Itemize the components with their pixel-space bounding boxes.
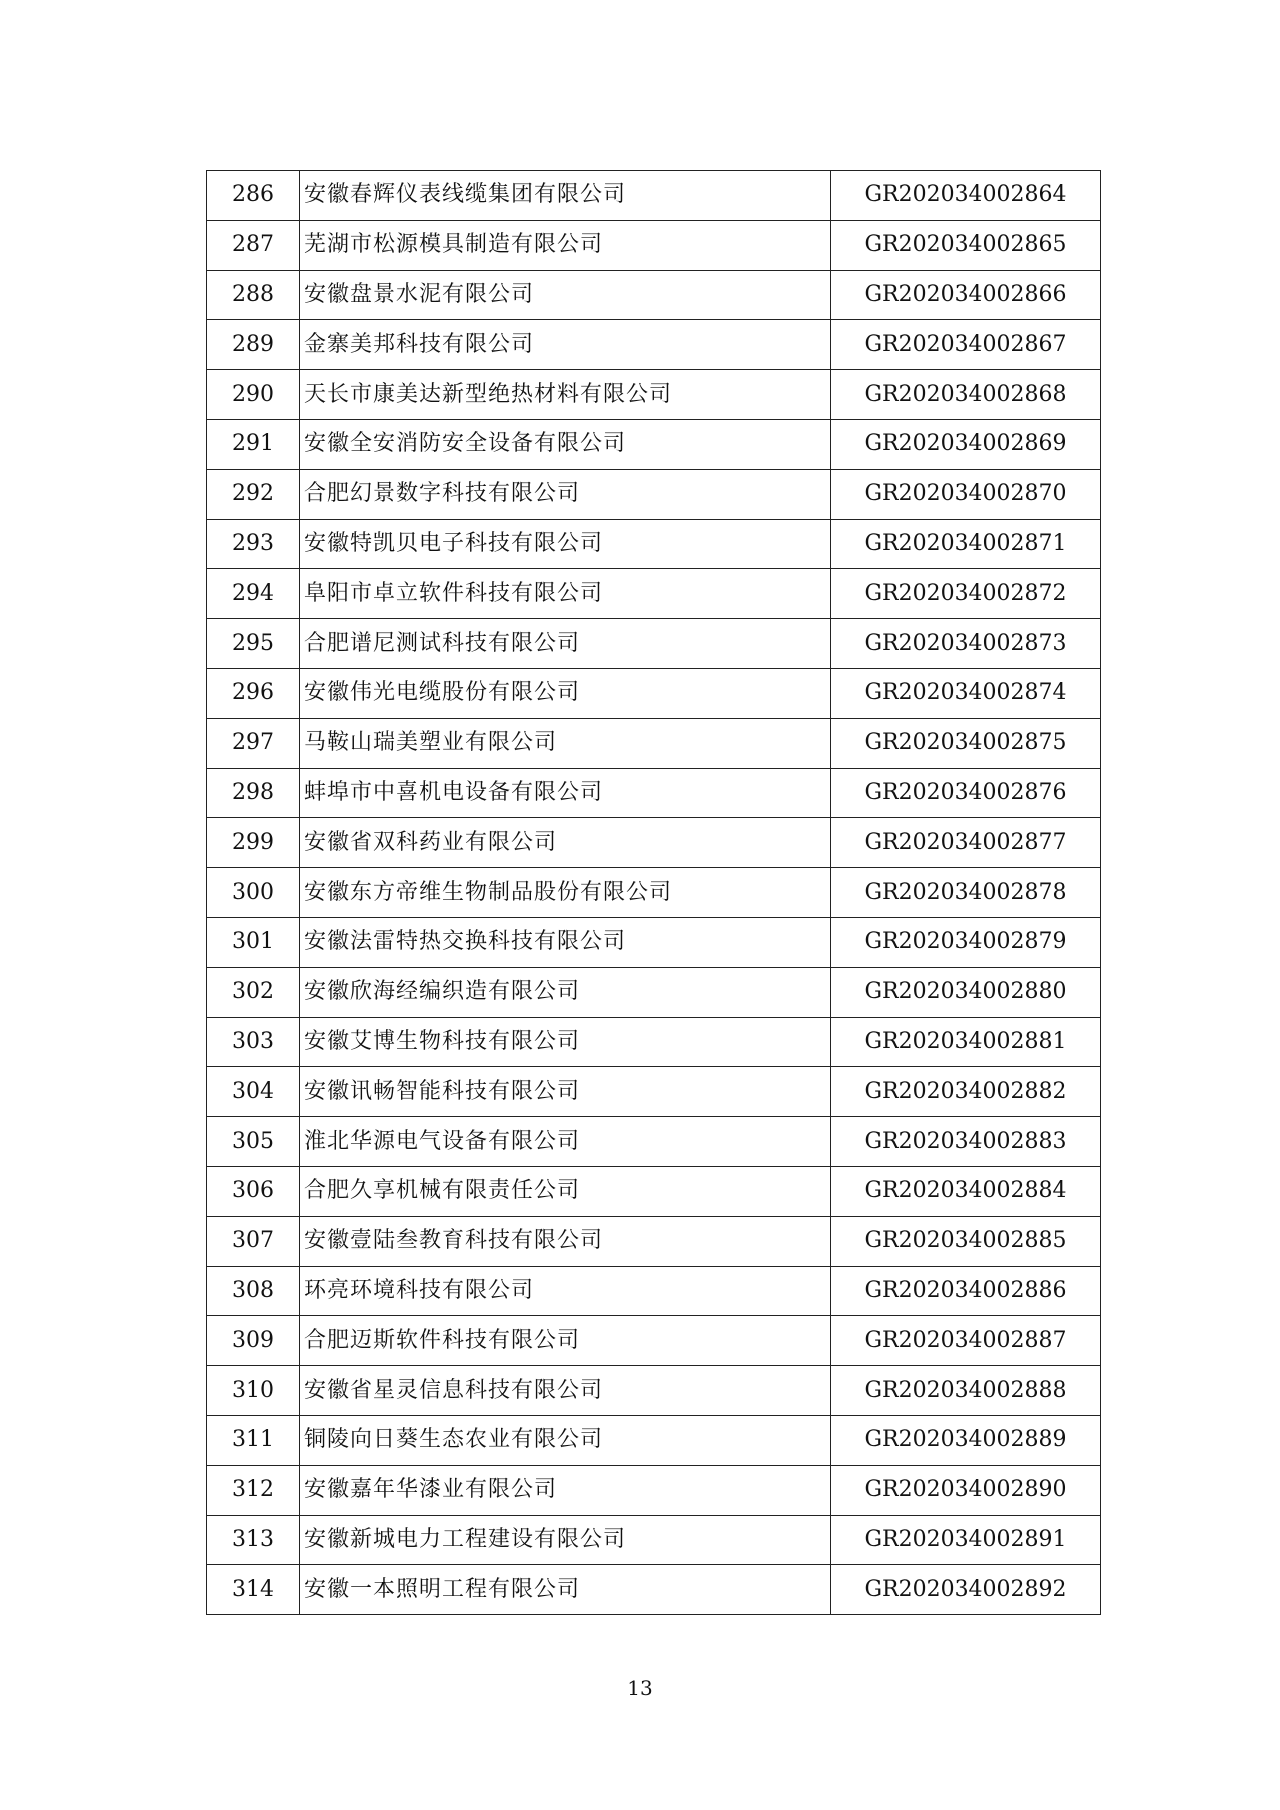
company-name: 芜湖市松源模具制造有限公司 (300, 220, 831, 270)
row-number: 299 (207, 818, 300, 868)
company-name: 环亮环境科技有限公司 (300, 1266, 831, 1316)
certificate-code: GR202034002872 (831, 569, 1101, 619)
certificate-code: GR202034002873 (831, 619, 1101, 669)
table-row (207, 1266, 1101, 1316)
row-number: 290 (207, 370, 300, 420)
certificate-code: GR202034002882 (831, 1067, 1101, 1117)
row-number: 303 (207, 1017, 300, 1067)
row-number: 301 (207, 917, 300, 967)
certificate-code: GR202034002884 (831, 1166, 1101, 1216)
row-number: 300 (207, 868, 300, 918)
certificate-code: GR202034002886 (831, 1266, 1101, 1316)
company-name: 合肥迈斯软件科技有限公司 (300, 1316, 831, 1366)
certificate-code: GR202034002891 (831, 1515, 1101, 1565)
table-row (207, 967, 1101, 1017)
row-number: 308 (207, 1266, 300, 1316)
table-row (207, 469, 1101, 519)
table-row (207, 1415, 1101, 1465)
certificate-code: GR202034002874 (831, 668, 1101, 718)
table-body (207, 171, 1101, 1615)
company-name: 铜陵向日葵生态农业有限公司 (300, 1415, 831, 1465)
certificate-code: GR202034002865 (831, 220, 1101, 270)
row-number: 288 (207, 270, 300, 320)
certificate-code: GR202034002877 (831, 818, 1101, 868)
company-name: 安徽春辉仪表线缆集团有限公司 (300, 171, 831, 221)
table-row (207, 718, 1101, 768)
certificate-code: GR202034002881 (831, 1017, 1101, 1067)
certificate-code: GR202034002875 (831, 718, 1101, 768)
table-row (207, 619, 1101, 669)
table-row (207, 1067, 1101, 1117)
table-row (207, 1465, 1101, 1515)
certificate-code: GR202034002880 (831, 967, 1101, 1017)
row-number: 296 (207, 668, 300, 718)
company-name: 安徽新城电力工程建设有限公司 (300, 1515, 831, 1565)
table-row (207, 171, 1101, 221)
table-row (207, 270, 1101, 320)
row-number: 298 (207, 768, 300, 818)
row-number: 307 (207, 1216, 300, 1266)
certificate-code: GR202034002885 (831, 1216, 1101, 1266)
row-number: 291 (207, 419, 300, 469)
certificate-code: GR202034002864 (831, 171, 1101, 221)
company-name: 天长市康美达新型绝热材料有限公司 (300, 370, 831, 420)
company-name: 安徽一本照明工程有限公司 (300, 1565, 831, 1615)
table-row (207, 1117, 1101, 1167)
certificate-code: GR202034002871 (831, 519, 1101, 569)
company-name: 金寨美邦科技有限公司 (300, 320, 831, 370)
company-name: 阜阳市卓立软件科技有限公司 (300, 569, 831, 619)
certificate-code: GR202034002889 (831, 1415, 1101, 1465)
table-row (207, 917, 1101, 967)
company-name: 安徽法雷特热交换科技有限公司 (300, 917, 831, 967)
table-row (207, 519, 1101, 569)
company-name: 合肥久享机械有限责任公司 (300, 1166, 831, 1216)
company-name: 安徽省星灵信息科技有限公司 (300, 1366, 831, 1416)
certificate-code: GR202034002879 (831, 917, 1101, 967)
row-number: 313 (207, 1515, 300, 1565)
row-number: 294 (207, 569, 300, 619)
row-number: 292 (207, 469, 300, 519)
table-row (207, 868, 1101, 918)
table-row (207, 320, 1101, 370)
certificate-code: GR202034002867 (831, 320, 1101, 370)
certificate-code: GR202034002866 (831, 270, 1101, 320)
company-name: 安徽艾博生物科技有限公司 (300, 1017, 831, 1067)
table-row (207, 1515, 1101, 1565)
company-name: 安徽特凯贝电子科技有限公司 (300, 519, 831, 569)
table-row (207, 220, 1101, 270)
company-name: 安徽伟光电缆股份有限公司 (300, 668, 831, 718)
row-number: 297 (207, 718, 300, 768)
row-number: 312 (207, 1465, 300, 1515)
company-certificate-table (206, 170, 1101, 1615)
company-name: 安徽欣海经编织造有限公司 (300, 967, 831, 1017)
row-number: 302 (207, 967, 300, 1017)
company-name: 蚌埠市中喜机电设备有限公司 (300, 768, 831, 818)
certificate-code: GR202034002887 (831, 1316, 1101, 1366)
row-number: 286 (207, 171, 300, 221)
certificate-code: GR202034002890 (831, 1465, 1101, 1515)
row-number: 310 (207, 1366, 300, 1416)
company-name: 合肥幻景数字科技有限公司 (300, 469, 831, 519)
table-row (207, 1366, 1101, 1416)
row-number: 306 (207, 1166, 300, 1216)
row-number: 309 (207, 1316, 300, 1366)
row-number: 289 (207, 320, 300, 370)
table-row (207, 668, 1101, 718)
table-row (207, 1316, 1101, 1366)
page-number: 13 (627, 1676, 653, 1700)
certificate-code: GR202034002892 (831, 1565, 1101, 1615)
table-row (207, 419, 1101, 469)
certificate-code: GR202034002869 (831, 419, 1101, 469)
table-row (207, 768, 1101, 818)
table-row (207, 370, 1101, 420)
certificate-code: GR202034002868 (831, 370, 1101, 420)
company-name: 安徽讯畅智能科技有限公司 (300, 1067, 831, 1117)
table-row (207, 818, 1101, 868)
company-name: 安徽嘉年华漆业有限公司 (300, 1465, 831, 1515)
table-row (207, 1017, 1101, 1067)
row-number: 305 (207, 1117, 300, 1167)
row-number: 287 (207, 220, 300, 270)
certificate-code: GR202034002876 (831, 768, 1101, 818)
company-name: 合肥谱尼测试科技有限公司 (300, 619, 831, 669)
company-name: 安徽盘景水泥有限公司 (300, 270, 831, 320)
row-number: 293 (207, 519, 300, 569)
company-name: 安徽壹陆叁教育科技有限公司 (300, 1216, 831, 1266)
row-number: 314 (207, 1565, 300, 1615)
row-number: 311 (207, 1415, 300, 1465)
table-row (207, 1166, 1101, 1216)
company-name: 安徽省双科药业有限公司 (300, 818, 831, 868)
row-number: 304 (207, 1067, 300, 1117)
certificate-code: GR202034002878 (831, 868, 1101, 918)
company-name: 安徽全安消防安全设备有限公司 (300, 419, 831, 469)
company-name: 马鞍山瑞美塑业有限公司 (300, 718, 831, 768)
certificate-code: GR202034002888 (831, 1366, 1101, 1416)
certificate-code: GR202034002870 (831, 469, 1101, 519)
table-row (207, 569, 1101, 619)
row-number: 295 (207, 619, 300, 669)
company-name: 安徽东方帝维生物制品股份有限公司 (300, 868, 831, 918)
table-row (207, 1216, 1101, 1266)
table-row (207, 1565, 1101, 1615)
company-name: 淮北华源电气设备有限公司 (300, 1117, 831, 1167)
certificate-code: GR202034002883 (831, 1117, 1101, 1167)
